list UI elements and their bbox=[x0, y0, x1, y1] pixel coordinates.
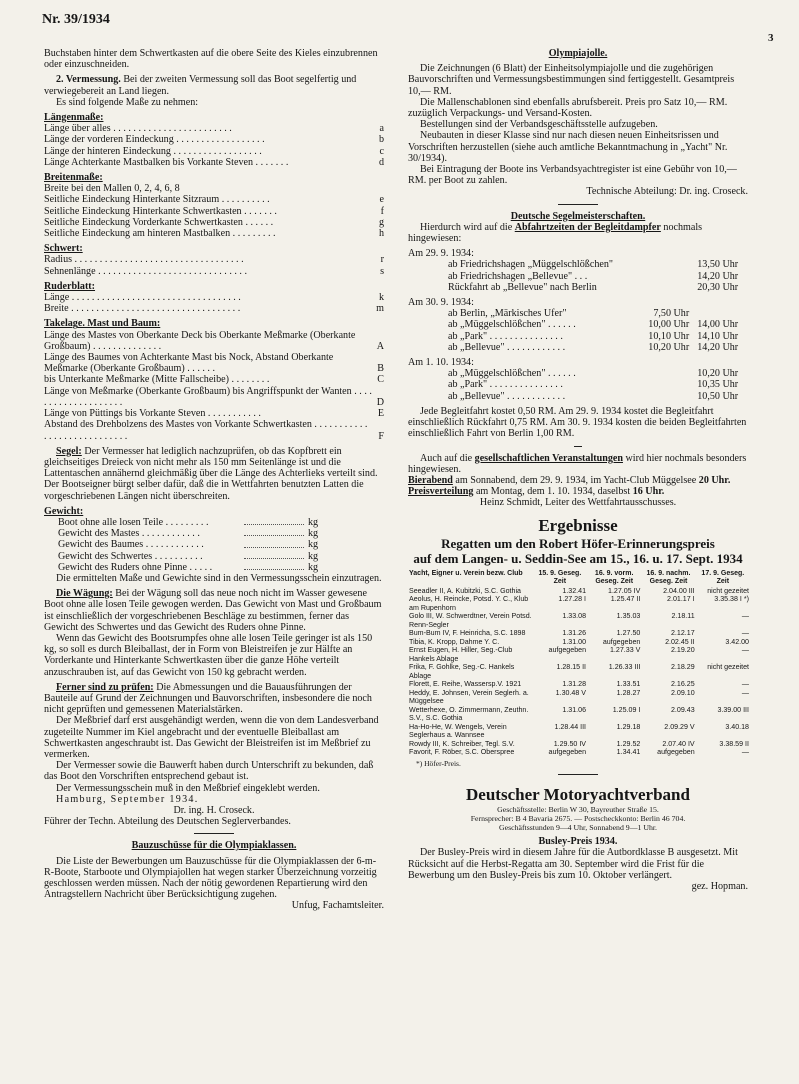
schedule-stop: ab Friedrichshagen „Bellevue" . . . bbox=[448, 270, 588, 282]
bierabend-heading: Bierabend bbox=[408, 474, 453, 486]
schedule-day: Am 30. 9. 1934: bbox=[408, 297, 474, 309]
schedule-row bbox=[408, 342, 748, 353]
schedule-time-1: 10,00 Uhr bbox=[648, 319, 690, 331]
events-c: wird hier nochmals besonders hingewiesen. bbox=[408, 452, 747, 475]
schedule-time-2: 14,00 Uhr bbox=[697, 319, 739, 331]
measure-row bbox=[44, 134, 384, 145]
time-cell: 1.26.33 III bbox=[608, 663, 641, 672]
measure-letter: m bbox=[376, 303, 384, 315]
measure-letter: c bbox=[379, 145, 384, 157]
ferry-schedule bbox=[408, 248, 748, 406]
time-cell: 2.02.45 II bbox=[665, 637, 695, 646]
table-header: 16. 9. vorm. Geseg. Zeit bbox=[594, 569, 634, 586]
measure-row bbox=[44, 146, 384, 157]
time-cell: 1.28.44 III bbox=[554, 722, 587, 731]
time-cell: — bbox=[741, 646, 749, 655]
table-row bbox=[408, 740, 750, 749]
motoryacht-address-2: Fernsprecher: B 4 Bavaria 2675. — Postscheckkonto: Berlin 46 704. bbox=[470, 813, 686, 823]
yacht-cell: Heddy, E. Johnsen, Verein Seglerh. a. Müggelsee bbox=[409, 688, 529, 706]
schedule-stop: ab „Bellevue" . . . . . . . . . . . . bbox=[448, 390, 566, 402]
table-row bbox=[408, 612, 750, 629]
measure-letter: F bbox=[378, 430, 384, 442]
time-cell: 3.38.59 II bbox=[719, 739, 749, 748]
measure-label: Seitliche Eindeckung Hinterkante Sitzraum . . . . . . . . . . bbox=[44, 194, 270, 206]
time-cell: 2.16.25 bbox=[670, 680, 695, 689]
vermessung-text: Bei der zweiten Vermessung soll das Boot segelfertig und verwiegebereit an Land liegen. bbox=[44, 74, 357, 97]
time-cell: 2.18.11 bbox=[671, 612, 695, 621]
busley-signature: gez. Hopman. bbox=[691, 880, 748, 892]
gewicht-heading: Gewicht: bbox=[44, 505, 84, 517]
schedule-time-1 bbox=[638, 391, 697, 402]
measure-letter: D bbox=[376, 396, 384, 408]
right-column bbox=[408, 48, 748, 892]
signer-role: Führer der Techn. Abteilung des Deutschen Seglerverbandes. bbox=[44, 816, 291, 828]
regatten-heading: Regatten um den Robert Höfer-Erinnerungspreis bbox=[441, 535, 715, 551]
schwert-list bbox=[44, 254, 384, 276]
left-column bbox=[44, 48, 384, 912]
measure-letter: A bbox=[376, 340, 384, 352]
weight-label: Gewicht des Mastes . . . . . . . . . . . . bbox=[58, 528, 200, 540]
measure-letter: f bbox=[380, 205, 384, 217]
yacht-cell: Golo III, W. Schwerdtner, Verein Potsd. Renn-Segler bbox=[409, 612, 532, 629]
motoryacht-heading: Deutscher Motoryachtverband bbox=[466, 784, 690, 804]
measure-label: Abstand des Drehbolzens des Mastes von Vorkante Schwertkasten . . . . . . . . . . . . . . . . . . . . . . . . . . . . bbox=[44, 419, 368, 442]
preis-text: am Montag, dem 1. 10. 1934, daselbst bbox=[475, 486, 631, 498]
page-number: 3 bbox=[768, 32, 774, 44]
measure-row bbox=[44, 419, 384, 441]
measure-letter: h bbox=[378, 228, 384, 240]
yacht-cell: Aeolus, H. Reincke, Potsd. Y. C., Klub am Rupenhorn bbox=[409, 595, 529, 612]
table-row bbox=[408, 646, 750, 663]
measure-row bbox=[44, 292, 384, 303]
table-header: 15. 9. Geseg. Zeit bbox=[538, 569, 582, 586]
measure-letter: k bbox=[378, 292, 384, 304]
measure-label: Länge des Mastes von Oberkante Deck bis Oberkante Meßmarke (Oberkante Großbaum) . . . . . . . . . . . . . . bbox=[44, 329, 356, 352]
schedule-row bbox=[408, 271, 748, 282]
table-header: 17. 9. Geseg. Zeit bbox=[701, 569, 745, 586]
time-cell: 2.07.40 IV bbox=[662, 739, 695, 748]
measure-label: Seitliche Eindeckung am hinteren Mastbalken . . . . . . . . . bbox=[44, 228, 276, 240]
breiten-list bbox=[44, 194, 384, 239]
schedule-time-2: 10,35 Uhr bbox=[697, 379, 739, 391]
yacht-cell: Rowdy III, K. Schreiber, Tegl. S.V. bbox=[409, 739, 515, 748]
busley-text: Der Busley-Preis wird in diesem Jahre für die Autbordklasse B ausgesetzt. Mit Rücksicht auf die Herbst-Regatta am 30. September wird die Frist für die Bewerbung um den Busley-Preis bis zum 10. Oktober verlängert. bbox=[408, 847, 738, 881]
measure-letter: s bbox=[380, 265, 384, 277]
schedule-stop: Rückfahrt ab „Bellevue" nach Berlin bbox=[448, 281, 597, 293]
bierabend-time: 20 Uhr. bbox=[698, 474, 731, 486]
time-cell: aufgegeben bbox=[548, 748, 587, 757]
measure-row bbox=[44, 254, 384, 265]
schedule-time-1: 10,20 Uhr bbox=[648, 341, 690, 353]
busley-heading: Busley-Preis 1934. bbox=[538, 836, 618, 848]
schedule-stop: ab „Müggelschlößchen" . . . . . . bbox=[448, 319, 576, 331]
preis-time: 16 Uhr. bbox=[632, 486, 665, 498]
measure-row bbox=[44, 194, 384, 205]
schein-text: Der Vermessungsschein muß in den Meßbrief eingeklebt werden. bbox=[56, 782, 320, 794]
schedule-day: Am 1. 10. 1934: bbox=[408, 357, 474, 369]
schwert-heading: Schwert: bbox=[44, 243, 83, 255]
weight-blank-line bbox=[244, 517, 304, 525]
measure-row bbox=[44, 330, 384, 352]
time-cell: 1.27.28 I bbox=[558, 595, 587, 604]
schedule-time-2: 14,20 Uhr bbox=[697, 270, 739, 282]
motoryacht-address-3: Geschäftsstunden 9—4 Uhr, Sonnabend 9—1 Uhr. bbox=[499, 822, 657, 832]
yacht-cell: Florett, E. Reihe, Wassersp.V. 1921 bbox=[409, 680, 522, 689]
measure-row bbox=[44, 352, 384, 374]
section-divider bbox=[194, 833, 234, 834]
schedule-time-1 bbox=[638, 259, 697, 270]
measure-label: Länge über alles . . . . . . . . . . . . . . . . . . . . . . . . bbox=[44, 123, 232, 135]
weight-row bbox=[44, 517, 384, 528]
measure-label: Länge von Püttings bis Vorkante Steven . . . . . . . . . . . bbox=[44, 408, 261, 420]
yacht-cell: Frika, F. Gohlke, Seg.-C. Hankels Ablage bbox=[409, 663, 515, 680]
time-cell: — bbox=[741, 688, 749, 697]
measure-letter: b bbox=[378, 134, 384, 146]
time-cell: 1.29.50 IV bbox=[553, 739, 587, 748]
schedule-time-2: 10,50 Uhr bbox=[697, 390, 739, 402]
meister-intro-b: Abfahrtzeiten der Begleitdampfer bbox=[514, 221, 661, 233]
gewicht-after: Die ermittelten Maße und Gewichte sind in den Vermessungsschein einzutragen. bbox=[56, 572, 382, 584]
breiten-intro: Breite bei den Mallen 0, 2, 4, 6, 8 bbox=[44, 183, 180, 195]
time-cell: 1.28.27 bbox=[616, 688, 641, 697]
time-cell: 2.04.00 III bbox=[663, 586, 695, 595]
measure-label: Sehnenlänge . . . . . . . . . . . . . . . . . . . . . . . . . . . . . . bbox=[44, 265, 247, 277]
place-date: Hamburg, September 1934. bbox=[56, 793, 199, 805]
schedule-day: Am 29. 9. 1934: bbox=[408, 248, 474, 260]
takelage-heading: Takelage. Mast und Baum: bbox=[44, 318, 161, 330]
time-cell: nicht gezeitet bbox=[707, 586, 749, 595]
schedule-row bbox=[408, 319, 748, 330]
yacht-cell: Tibia, K. Kropp, Dahme Y. C. bbox=[409, 637, 500, 646]
measure-row bbox=[44, 303, 384, 314]
time-cell: 2.01.17 I bbox=[667, 595, 695, 604]
schedule-time-2: 13,50 Uhr bbox=[697, 259, 739, 271]
schedule-time-1 bbox=[638, 368, 697, 379]
vermessung-text2: Es sind folgende Maße zu nehmen: bbox=[56, 96, 199, 108]
time-cell: 1.25.47 II bbox=[610, 595, 641, 604]
time-cell: 2.09.29 V bbox=[664, 722, 695, 731]
weight-label: Gewicht des Ruders ohne Pinne . . . . . bbox=[58, 561, 213, 573]
table-footnote: *) Höfer-Preis. bbox=[416, 758, 461, 768]
measure-row bbox=[44, 374, 384, 385]
table-row bbox=[408, 629, 750, 638]
yacht-cell: Wetterhexe, O. Zimmermann, Zeuthn. S.V., S.C. Gothia bbox=[409, 705, 529, 723]
intro-text: Buchstaben hinter dem Schwertkasten auf die obere Seite des Kieles einzubrennen oder einzuschneiden. bbox=[44, 48, 378, 71]
weight-row bbox=[44, 551, 384, 562]
schedule-time-1 bbox=[638, 379, 697, 390]
table-row bbox=[408, 748, 750, 757]
yacht-cell: Ha-Ho-He, W. Wengels, Verein Seglerhaus a. Wannsee bbox=[409, 722, 507, 740]
section-divider bbox=[574, 446, 582, 447]
schedule-stop: ab Berlin, „Märkisches Ufer" bbox=[448, 308, 567, 320]
preis-signature: Heinz Schmidt, Leiter des Wettfahrtausschusses. bbox=[479, 497, 677, 509]
schedule-row bbox=[408, 282, 748, 293]
weight-blank-line bbox=[244, 562, 304, 570]
olympia-text4: Neubauten in dieser Klasse sind nur nach diesen neuen Einheitsrissen und Vorschriften herzustellen (siehe auch amtliche Bekanntmachung in „Yacht" Nr. 30/1934). bbox=[408, 130, 728, 164]
ergebnisse-heading: Ergebnisse bbox=[538, 515, 618, 535]
vermesser-text: Der Vermesser sowie die Bauwerft haben durch Unterschrift zu bekunden, daß das Boot den Vorschriften entsprechend gebaut ist. bbox=[44, 760, 374, 783]
time-cell: 1.33.08 bbox=[562, 612, 587, 621]
vermessung-heading: 2. Vermessung. bbox=[56, 74, 121, 86]
messbrief-text: Der Meßbrief darf erst ausgehändigt werden, wenn die von dem Landesverband zugeteilte Nummer im Kiel angebracht und der eventuelle Bleiballast am Schwertkasten angeschraubt ist. Das Gewicht der Bleistreifen ist im Meßbrief zu vermerken. bbox=[44, 715, 379, 760]
time-cell: 2.09.43 bbox=[670, 705, 695, 714]
ferner-heading: Ferner sind zu prüfen: bbox=[56, 681, 154, 693]
time-cell: 1.29.18 bbox=[616, 722, 641, 731]
breiten-heading: Breitenmaße: bbox=[44, 172, 103, 184]
time-cell: 1.32.41 bbox=[562, 586, 587, 595]
bauzuschuesse-text: Die Liste der Bewerbungen um Bauzuschüsse für die Olympiaklassen der 6-m-R-Boote, Starboote und Olympiajollen hat wegen starker Überzeichnung vorzeitig geschlossen werden müssen. Nach der nötig gewordenen Repartierung wird den Antragstellern Nachricht über Berücksichtigung zugehen. bbox=[44, 855, 377, 901]
time-cell: 1.33.51 bbox=[616, 680, 641, 689]
time-cell: 1.29.52 bbox=[616, 739, 641, 748]
olympia-text1: Die Zeichnungen (6 Blatt) der Einheitsolympiajolle und die zugehörigen Bauvorschriften und Vermessungsbestimmungen sind fertiggestellt. Gesamtpreis 10,— RM. bbox=[408, 63, 735, 97]
time-cell: 3.40.18 bbox=[725, 722, 749, 731]
laengen-list bbox=[44, 123, 384, 168]
schedule-row bbox=[408, 379, 748, 390]
ruder-heading: Ruderblatt: bbox=[44, 280, 96, 292]
time-cell: 1.31.26 bbox=[562, 629, 587, 638]
weight-label: Gewicht des Schwertes . . . . . . . . . . bbox=[58, 550, 203, 562]
schedule-time-1: 7,50 Uhr bbox=[653, 308, 690, 320]
measure-label: bis Unterkante Meßmarke (Mitte Fallscheibe) . . . . . . . . bbox=[44, 374, 270, 386]
time-cell: 1.30.48 V bbox=[555, 688, 587, 697]
time-cell: 2.09.10 bbox=[670, 688, 695, 697]
measure-row bbox=[44, 228, 384, 239]
time-cell: 3.35.38 I *) bbox=[714, 595, 749, 604]
ruder-list bbox=[44, 292, 384, 314]
schedule-time-1: 10,10 Uhr bbox=[648, 330, 690, 342]
time-cell: 1.31.06 bbox=[562, 705, 587, 714]
weight-unit: kg bbox=[308, 550, 319, 562]
time-cell: 3.42.00 bbox=[725, 637, 749, 646]
weight-unit: kg bbox=[308, 528, 319, 540]
schedule-row bbox=[408, 331, 748, 342]
table-row bbox=[408, 595, 750, 612]
time-cell: — bbox=[741, 629, 749, 638]
meister-fare: Jede Begleitfahrt kostet 0,50 RM. Am 29. 9. 1934 kostet die Begleitfahrt einschließlich Rückfahrt 0,75 RM. Am 30. 9. 1934 kosten die beiden Begleitfahrten einschließlich Fahrt von Berlin 1,00 RM. bbox=[408, 405, 747, 440]
results-table bbox=[408, 570, 750, 757]
table-row bbox=[408, 689, 750, 706]
weight-unit: kg bbox=[308, 516, 319, 528]
schedule-stop: ab „Park" . . . . . . . . . . . . . . . bbox=[448, 330, 563, 342]
measure-label: Länge der hinteren Eindeckung . . . . . . . . . . . . . . . . . . bbox=[44, 145, 262, 157]
events-b: gesellschaftlichen Veranstaltungen bbox=[474, 452, 623, 464]
weight-row bbox=[44, 528, 384, 539]
schedule-row bbox=[408, 391, 748, 402]
events-a: Auch auf die bbox=[420, 452, 475, 464]
waegung-heading: Die Wägung: bbox=[56, 588, 113, 600]
time-cell: 1.27.05 IV bbox=[608, 586, 641, 595]
measure-label: Seitliche Eindeckung Vorderkante Schwertkasten . . . . . . bbox=[44, 216, 274, 228]
olympia-text2: Die Mallenschablonen sind ebenfalls abrufsbereit. Preis pro Satz 10,— RM. zuzüglich Verpackungs- und Versand-Kosten. bbox=[408, 96, 728, 120]
measure-label: Länge der vorderen Eindeckung . . . . . . . . . . . . . . . . . . bbox=[44, 134, 265, 146]
bauzuschuesse-signature: Unfug, Fachamtsleiter. bbox=[291, 900, 384, 912]
schedule-time-2: 20,30 Uhr bbox=[697, 281, 739, 293]
measure-letter: C bbox=[377, 374, 384, 386]
time-cell: 1.31.28 bbox=[562, 680, 587, 689]
measure-letter: E bbox=[377, 408, 384, 420]
ferner-text: Die Abmessungen und die Bauausführungen der Bauteile auf Grund der Zeichnungen und Bauvorschriften, insbesondere die noch nicht geprüften und gemessenen Materialstärken. bbox=[44, 681, 372, 716]
time-cell: — bbox=[741, 612, 749, 621]
measure-letter: a bbox=[379, 123, 384, 135]
section-divider bbox=[558, 204, 598, 205]
measure-label: Länge von Meßmarke (Oberkante Großbaum) bis Angriffspunkt der Wanten . . . . . . . . . . . . . . . . . . . . bbox=[44, 385, 372, 408]
time-cell: aufgegeben bbox=[548, 646, 587, 655]
yacht-cell: Seeadler II, A. Kubitzki, S.C. Gothia bbox=[409, 586, 521, 595]
olympia-text5: Bei Eintragung der Boote ins Verbandsyachtregister ist eine Gebühr von 10,— RM. per Boot zu zahlen. bbox=[408, 164, 737, 187]
measure-label: Länge Achterkante Mastbalken bis Vorkante Steven . . . . . . . bbox=[44, 156, 289, 168]
schedule-stop: ab „Park" . . . . . . . . . . . . . . . bbox=[448, 379, 563, 391]
measure-row bbox=[44, 408, 384, 419]
table-row bbox=[408, 638, 750, 647]
gewicht-list bbox=[44, 517, 384, 573]
time-cell: nicht gezeitet bbox=[707, 663, 749, 672]
regatten-subheading: auf dem Langen- u. Seddin-See am 15., 16. u. 17. Sept. 1934 bbox=[413, 550, 743, 566]
measure-letter: B bbox=[377, 363, 384, 375]
weight-unit: kg bbox=[308, 539, 319, 551]
weight-label: Boot ohne alle losen Teile . . . . . . . . . bbox=[58, 516, 209, 528]
time-cell: aufgegeben bbox=[657, 748, 695, 757]
measure-letter: e bbox=[379, 194, 384, 206]
schedule-time-2: 14,20 Uhr bbox=[697, 341, 739, 353]
measure-letter: d bbox=[378, 156, 384, 168]
time-cell: 3.39.00 III bbox=[717, 705, 749, 714]
schedule-row bbox=[408, 368, 748, 379]
bierabend-text: am Sonnabend, dem 29. 9. 1934, im Yacht-Club Müggelsee bbox=[455, 474, 697, 486]
time-cell: 1.27.50 bbox=[616, 629, 641, 638]
measure-label: Radius . . . . . . . . . . . . . . . . . . . . . . . . . . . . . . . . . . bbox=[44, 254, 244, 266]
time-cell: 1.31.00 bbox=[562, 637, 587, 646]
measure-row bbox=[44, 123, 384, 134]
waegung-text: Bei der Wägung soll das neue noch nicht im Wasser gewesene Boot ohne alle losen Teile gewogen werden. Das Gewicht von Mast und Großbaum ist einschließlich der vorgeschriebenen Beschläge zu bestimmen, ferner das Gewicht des Schwertes und das Gewicht des Ruders ohne Pinne. bbox=[44, 588, 382, 633]
time-cell: 1.34.41 bbox=[616, 748, 641, 757]
time-cell: 2.18.29 bbox=[670, 663, 695, 672]
yacht-cell: Bum-Bum IV, F. Heinricha, S.C. 1898 bbox=[409, 629, 526, 638]
yacht-cell: Ernst Eugen, H. Hiller, Seg.-Club Hankels Ablage bbox=[409, 646, 513, 663]
waegung-text2: Wenn das Gewicht des Bootsrumpfes ohne alle losen Teile geringer ist als 150 kg, so soll es durch Bleiballast, der in Form von Bleistreifen je zur Hälfte an Vorderkante und Hinterkante Schwertkasten über die ganze Höhe verteilt anzuschrauben ist, auf das Gewicht von 150 kg gebracht werden. bbox=[44, 632, 373, 678]
olympia-signature: Technische Abteilung: Dr. ing. Croseck. bbox=[586, 186, 748, 198]
table-row bbox=[408, 680, 750, 689]
measure-letter: r bbox=[380, 254, 384, 266]
table-row bbox=[408, 706, 750, 723]
table-row bbox=[408, 723, 750, 740]
time-cell: 1.27.33 V bbox=[609, 646, 641, 655]
olympia-heading: Olympiajolle. bbox=[548, 48, 608, 59]
table-row bbox=[408, 663, 750, 680]
laengen-heading: Längenmaße: bbox=[44, 112, 104, 124]
measure-row bbox=[44, 157, 384, 168]
table-header: 16. 9. nachm. Geseg. Zeit bbox=[646, 569, 691, 586]
yacht-cell: Favorit, F. Röber, S.C. Oberspree bbox=[409, 748, 515, 757]
olympia-text3: Bestellungen sind der Verbandsgeschäftsstelle aufzugeben. bbox=[420, 119, 658, 131]
issue-number: Nr. 39/1934 bbox=[42, 12, 110, 27]
schedule-row bbox=[408, 308, 748, 319]
motoryacht-address-1: Geschäftsstelle: Berlin W 30, Bayreuther Straße 15. bbox=[497, 804, 659, 814]
measure-row bbox=[44, 217, 384, 228]
meister-intro-a: Hierdurch wird auf die bbox=[420, 221, 515, 233]
segel-text: Der Vermesser hat lediglich nachzuprüfen, ob das Kopfbrett ein gleichseitiges Dreieck von nicht mehr als 150 mm Seitenlänge ist und die Lattentaschen annähernd gleichmäßig über die Länge des Achterlieks verteilt sind. Der Bootseigner bürgt selber dafür, daß die in Wettfahrten benutzten Latten die vorgeschriebenen Längen nicht überschreiten. bbox=[44, 445, 378, 502]
schedule-stop: ab „Bellevue" . . . . . . . . . . . . bbox=[448, 341, 566, 353]
weight-blank-line bbox=[244, 539, 304, 547]
schedule-time-1 bbox=[638, 271, 697, 282]
takelage-list bbox=[44, 330, 384, 442]
segel-heading: Segel: bbox=[56, 445, 82, 457]
schedule-stop: ab „Müggelschlößchen" . . . . . . bbox=[448, 368, 576, 380]
time-cell: 1.25.09 I bbox=[612, 705, 641, 714]
preis-heading: Preisverteilung bbox=[408, 486, 474, 498]
schedule-stop: ab Friedrichshagen „Müggelschlößchen" bbox=[448, 259, 614, 271]
schedule-time-1 bbox=[638, 282, 697, 293]
schedule-time-2: 14,10 Uhr bbox=[697, 330, 739, 342]
weight-blank-line bbox=[244, 528, 304, 536]
schedule-time-2 bbox=[697, 308, 748, 319]
time-cell: aufgegeben bbox=[602, 637, 641, 646]
time-cell: 2.19.20 bbox=[670, 646, 695, 655]
weight-blank-line bbox=[244, 551, 304, 559]
table-row bbox=[408, 587, 750, 596]
weight-row bbox=[44, 562, 384, 573]
weight-unit: kg bbox=[308, 561, 319, 573]
measure-label: Seitliche Eindeckung Hinterkante Schwertkasten . . . . . . . bbox=[44, 205, 277, 217]
meister-heading: Deutsche Segelmeisterschaften. bbox=[510, 210, 646, 222]
schedule-time-2: 10,20 Uhr bbox=[697, 368, 739, 380]
time-cell: — bbox=[741, 748, 749, 757]
schedule-row bbox=[408, 259, 748, 270]
time-cell: 2.12.17 bbox=[670, 629, 695, 638]
measure-label: Länge . . . . . . . . . . . . . . . . . . . . . . . . . . . . . . . . . . bbox=[44, 292, 241, 304]
time-cell: — bbox=[741, 680, 749, 689]
table-header: Yacht, Eigner u. Verein bezw. Club bbox=[409, 569, 523, 577]
time-cell: 1.35.03 bbox=[616, 612, 641, 621]
section-divider bbox=[558, 774, 598, 775]
measure-row bbox=[44, 386, 384, 408]
weight-row bbox=[44, 539, 384, 550]
measure-label: Länge des Baumes von Achterkante Mast bis Nock, Abstand Oberkante Meßmarke (Oberkante Großbaum) . . . . . . bbox=[44, 352, 334, 375]
time-cell: 1.28.15 II bbox=[556, 663, 587, 672]
bauzuschuesse-heading: Bauzuschüsse für die Olympiaklassen. bbox=[131, 840, 297, 852]
meister-intro-c: nochmals hingewiesen: bbox=[408, 221, 703, 245]
measure-label: Breite . . . . . . . . . . . . . . . . . . . . . . . . . . . . . . . . . . bbox=[44, 303, 241, 315]
measure-letter: g bbox=[378, 216, 384, 228]
weight-label: Gewicht des Baumes . . . . . . . . . . . . bbox=[58, 539, 204, 551]
measure-row bbox=[44, 206, 384, 217]
measure-row bbox=[44, 266, 384, 277]
signer-name: Dr. ing. H. Croseck. bbox=[173, 805, 255, 816]
